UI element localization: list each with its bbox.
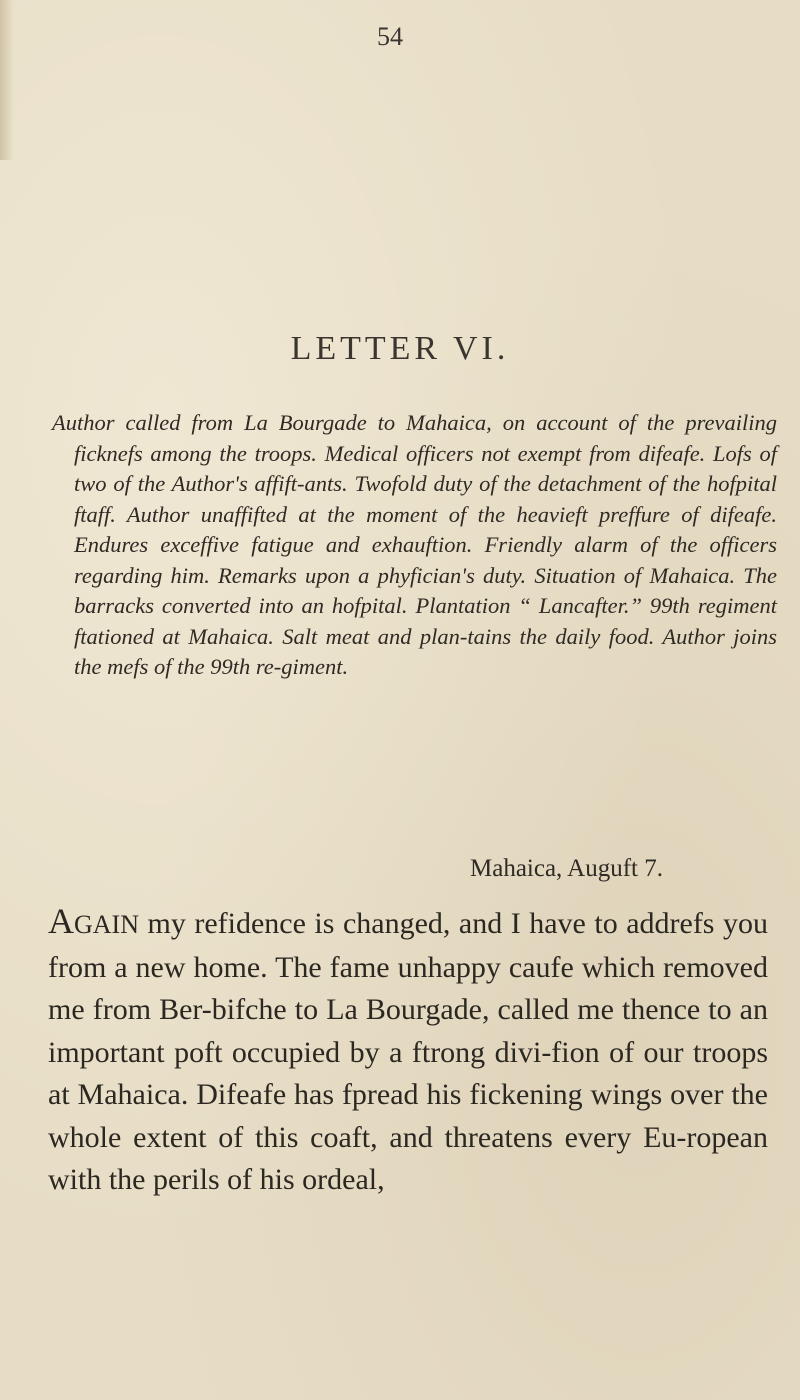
- opening-word: [48, 901, 139, 941]
- body-paragraph: my refidence is changed, and I have to addrefs you from a new home. The fame unhappy caufe which removed me from Ber-bifche to La Bourgade, called me thence to an important poft occupied by a ftrong divi-fion of our troops at Mahaica. Difeafe has fpread his fickening wings over the whole extent of this coaft, and threatens every Eu-ropean with the perils of his ordeal,: [48, 907, 768, 1196]
- chapter-summary: Author called from La Bourgade to Mahaica, on account of the prevailing ficknefs among the troops. Medical officers not exempt from difeafe. Lofs of two of the Author's affift-ants. Twofold duty of the detachment of the hofpital ftaff. Author unaffifted at the moment of the heavieft preffure of difeafe. Endures exceffive fatigue and exhauftion. Friendly alarm of the officers regarding him. Remarks upon a phyfician's duty. Situation of Mahaica. The barracks converted into an hofpital. Plantation “ Lancafter.” 99th regiment ftationed at Mahaica. Salt meat and plan-tains the daily food. Author joins the mefs of the 99th re-giment.: [52, 410, 777, 679]
- opening-small-caps: GAIN: [74, 910, 139, 939]
- page-edge-shadow: [0, 0, 14, 160]
- dateline: Mahaica, Auguft 7.: [470, 855, 664, 882]
- chapter-title: LETTER VI.: [290, 330, 510, 367]
- letter-body: [48, 900, 768, 1202]
- page-number: 54: [377, 22, 403, 51]
- opening-initial: A: [48, 901, 74, 941]
